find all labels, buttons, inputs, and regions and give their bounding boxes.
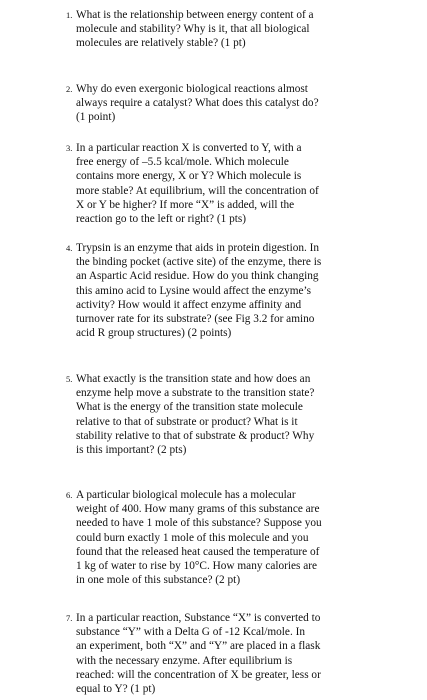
- question-line: What exactly is the transition state and how does an: [76, 373, 311, 385]
- question-line: needed to have 1 mole of this substance? Suppose you: [76, 517, 322, 530]
- question-line: is this important? (2 pts): [76, 444, 187, 457]
- question-line: weight of 400. How many grams of this substance are: [76, 503, 320, 516]
- question-line: Trypsin is an enzyme that aids in protein digestion. In: [76, 242, 320, 254]
- question-line: In a particular reaction, Substance “X” is converted to: [76, 612, 321, 624]
- question-line: A particular biological molecule has a molecular: [76, 489, 296, 501]
- question-line: X or Y be higher? If more “X” is added, will the: [76, 198, 295, 211]
- question-4: [66, 241, 376, 340]
- question-number: 4.: [66, 243, 73, 253]
- question-line: molecules are relatively stable? (1 pt): [76, 37, 246, 50]
- question-line: with the necessary enzyme. After equilibrium is: [76, 654, 293, 667]
- question-line: enzyme help move a substrate to the transition state?: [76, 387, 315, 400]
- question-text: [76, 611, 376, 696]
- question-text: [76, 241, 376, 340]
- question-number: 3.: [66, 143, 73, 153]
- question-line: What is the relationship between energy content of a: [76, 9, 314, 21]
- question-line: contains more energy, X or Y? Which molecule is: [76, 170, 302, 183]
- question-line: more stable? At equilibrium, will the concentration of: [76, 184, 319, 197]
- question-line: 1 kg of water to rise by 10°C. How many calories are: [76, 560, 318, 573]
- question-line: an experiment, both “X” and “Y” are placed in a flask: [76, 640, 321, 653]
- question-line: equal to Y? (1 pt): [76, 683, 156, 696]
- question-line: this amino acid to Lysine would affect the enzyme’s: [76, 284, 312, 297]
- question-line: substance “Y” with a Delta G of -12 Kcal/mole. In: [76, 626, 305, 639]
- question-text: [76, 488, 376, 587]
- question-line: an Aspartic Acid residue. How do you think changing: [76, 270, 319, 283]
- question-2: [66, 82, 376, 125]
- question-line: In a particular reaction X is converted to Y, with a: [76, 142, 302, 154]
- question-text: [76, 8, 376, 51]
- question-line: What is the energy of the transition state molecule: [76, 401, 303, 414]
- question-7: [66, 611, 376, 696]
- question-line: activity? How would it affect enzyme affinity and: [76, 298, 302, 311]
- question-6: [66, 488, 376, 587]
- question-5: [66, 372, 376, 457]
- question-line: stability relative to that of substrate & product? Why: [76, 429, 315, 442]
- question-number: 1.: [66, 10, 73, 20]
- question-line: reaction go to the left or right? (1 pts): [76, 213, 247, 226]
- question-number: 6.: [66, 490, 73, 500]
- question-line: always require a catalyst? What does this catalyst do?: [76, 97, 319, 110]
- question-line: acid R group structures) (2 points): [76, 327, 232, 340]
- question-line: the binding pocket (active site) of the enzyme, there is: [76, 256, 322, 269]
- question-line: reached: will the concentration of X be greater, less or: [76, 668, 321, 681]
- question-line: turnover rate for its substrate? (see Fig 3.2 for amino: [76, 313, 315, 326]
- question-line: free energy of –5.5 kcal/mole. Which molecule: [76, 156, 289, 169]
- question-line: could burn exactly 1 mole of this molecule and you: [76, 531, 309, 544]
- question-1: [66, 8, 376, 51]
- question-3: [66, 141, 376, 226]
- question-number: 2.: [66, 84, 73, 94]
- question-number: 7.: [66, 613, 73, 623]
- question-text: [76, 82, 376, 125]
- question-text: [76, 372, 376, 457]
- question-number: 5.: [66, 374, 73, 384]
- question-text: [76, 141, 376, 226]
- question-line: found that the released heat caused the temperature of: [76, 545, 320, 558]
- question-line: in one mole of this substance? (2 pt): [76, 574, 241, 587]
- question-line: Why do even exergonic biological reactions almost: [76, 83, 308, 95]
- question-line: (1 point): [76, 111, 116, 124]
- question-line: molecule and stability? Why is it, that all biological: [76, 23, 310, 36]
- question-line: relative to that of substrate or product? What is it: [76, 415, 298, 428]
